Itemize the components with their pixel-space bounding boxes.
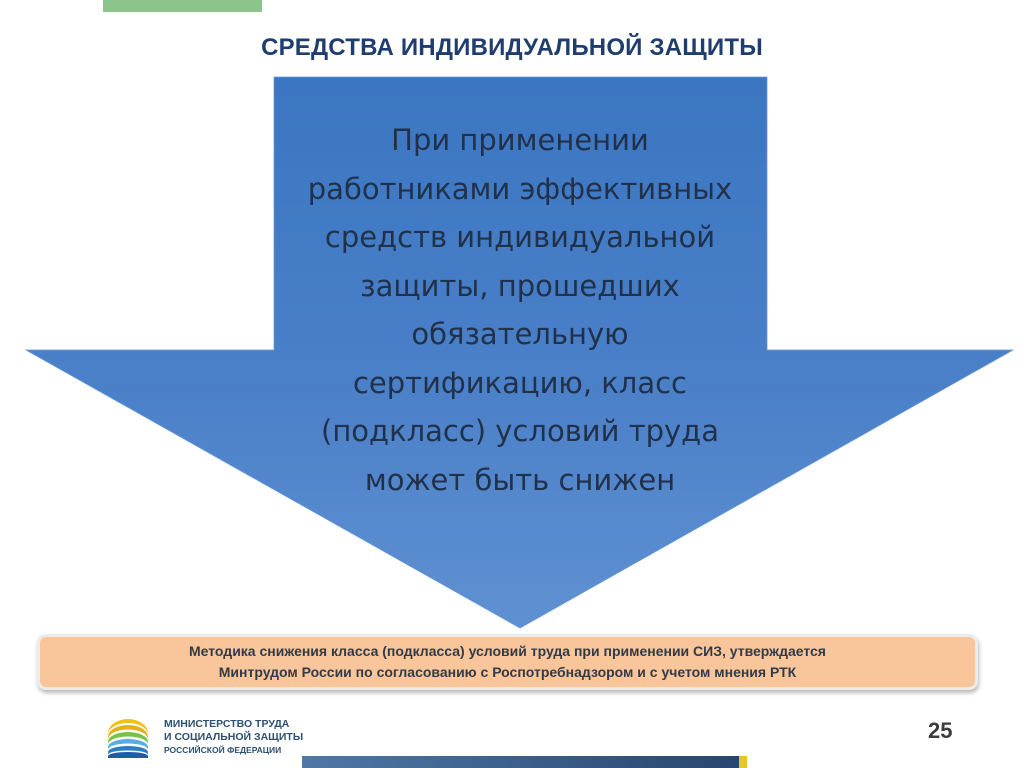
ministry-name-line: МИНИСТЕРСТВО ТРУДА xyxy=(164,718,290,730)
note-line: Минтрудом России по согласованию с Роспотребнадзором и с учетом мнения РТК xyxy=(218,664,797,680)
page-number: 25 xyxy=(928,718,953,743)
methodology-note-box xyxy=(37,634,978,690)
arrow-text xyxy=(283,116,757,504)
arrow-text-line: При применении xyxy=(391,123,649,157)
bottom-accent-bar xyxy=(302,756,739,768)
ministry-name-line: РОССИЙСКОЙ ФЕДЕРАЦИИ xyxy=(164,745,282,755)
arrow-text-line: сертификацию, класс xyxy=(352,365,687,400)
ministry-name-line: И СОЦИАЛЬНОЙ ЗАЩИТЫ xyxy=(164,731,304,743)
arrow-text-line: может быть снижен xyxy=(364,462,676,497)
arrow-text-line: средств индивидуальной xyxy=(324,220,716,254)
arrow-text-line: (подкласс) условий труда xyxy=(321,414,719,448)
slide-title: СРЕДСТВА ИНДИВИДУАЛЬНОЙ ЗАЩИТЫ xyxy=(261,34,763,61)
arrow-text-line: защиты, прошедших xyxy=(360,268,680,303)
bottom-accent-bar-end xyxy=(739,756,747,768)
arrow-text-line: работниками эффективных xyxy=(307,171,733,206)
ministry-logo-icon xyxy=(104,713,152,761)
ministry-name xyxy=(164,718,303,757)
arrow-text-line: обязательную xyxy=(411,317,629,351)
note-line: Методика снижения класса (подкласса) условий труда при применении СИЗ, утверждается xyxy=(189,643,826,659)
